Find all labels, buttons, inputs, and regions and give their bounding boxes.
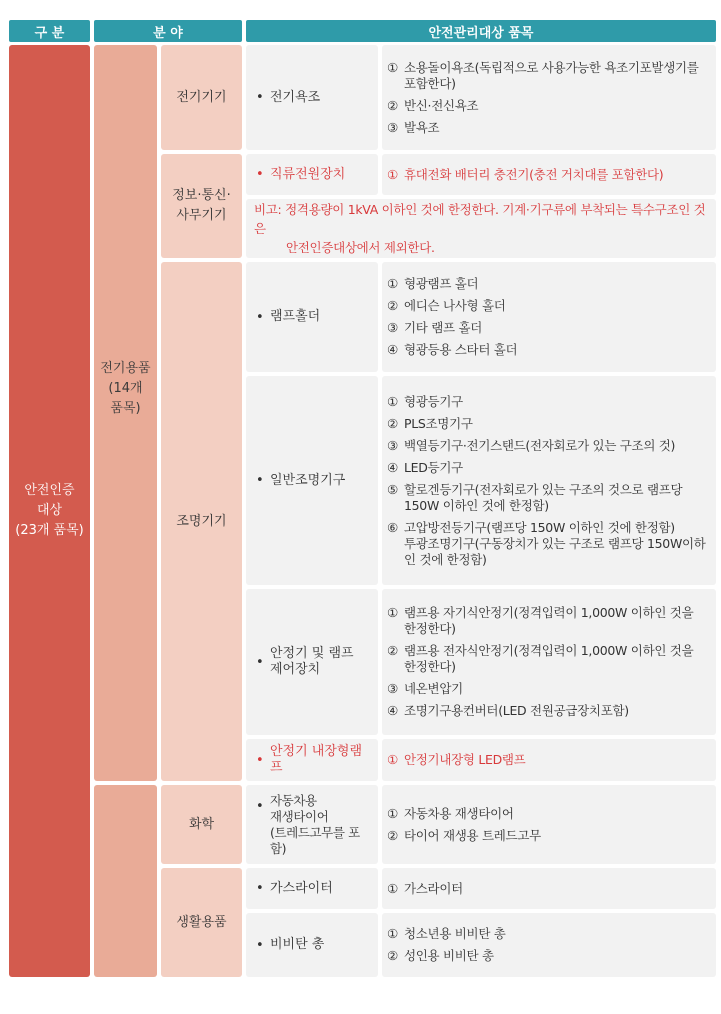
item-number: ③ [387, 681, 398, 696]
item-text: 램프용 전자식안정기(정격입력이 1,000W 이하인 것을 한정한다) [404, 643, 694, 674]
item-text: LED등기구 [404, 459, 463, 475]
item-text: 청소년용 비비탄 총 [404, 926, 506, 941]
product-ballast-lamp-label: 안정기 내장형램프 [270, 744, 363, 775]
item-number: ③ [387, 320, 398, 335]
list-item [387, 681, 708, 697]
item-text: 성인용 비비탄 총 [404, 948, 494, 963]
note-row [246, 199, 716, 258]
item-text: 가스라이터 [404, 880, 463, 896]
product-tire [246, 785, 378, 864]
list-item [387, 948, 708, 964]
items-lamp-holder [382, 262, 716, 372]
item-text: 백열등기구·전기스탠드(전자회로가 있는 구조의 것) [404, 437, 676, 453]
list-item [387, 643, 708, 675]
group-electric-label: 전기용품 (14개 품목) [100, 361, 151, 416]
item-number: ⑤ [387, 481, 398, 497]
list-item [387, 806, 708, 822]
product-dc-power-label: 직류전원장치 [270, 166, 346, 182]
item-number: ③ [387, 437, 398, 453]
item-number: ① [387, 59, 398, 75]
item-text: 반신·전신욕조 [404, 97, 479, 113]
items-gas-lighter [382, 868, 716, 909]
list-item [387, 298, 708, 314]
product-ballast [246, 589, 378, 735]
header-items-label: 안전관리대상 품목 [428, 25, 534, 41]
bullet-icon: • [256, 654, 264, 670]
item-text: 조명기구용컨버터(LED 전원공급장치포함) [404, 703, 629, 718]
item-text: 소용돌이욕조(독립적으로 사용가능한 욕조기포발생기를 포함한다) [404, 59, 699, 91]
item-number: ④ [387, 459, 398, 475]
item-number: ② [387, 827, 398, 843]
item-number: ③ [387, 119, 398, 135]
product-bb-gun-label: 비비탄 총 [270, 937, 325, 952]
header-field-label: 분 야 [153, 25, 183, 41]
item-text: 네온변압기 [404, 681, 463, 696]
list-item [387, 703, 708, 719]
item-number: ④ [387, 703, 398, 718]
item-number: ① [387, 605, 398, 620]
list-item [387, 828, 708, 844]
subcat-info-comm [161, 154, 242, 258]
items-ballast [382, 589, 716, 735]
subcat-lighting-label: 조명기기 [176, 513, 227, 529]
list-item [387, 416, 708, 432]
subcat-electric-device [161, 45, 242, 150]
items-ballast-lamp [382, 739, 716, 781]
items-dc-power [382, 154, 716, 195]
list-item [387, 482, 708, 514]
item-number: ① [387, 393, 398, 409]
list-item [387, 342, 708, 358]
item-text: 할로겐등기구(전자회로가 있는 구조의 것으로 램프당 150W 이하인 것에 한정함) [404, 481, 683, 513]
list-item [387, 320, 708, 336]
list-item [387, 926, 708, 942]
item-text: 형광등용 스타터 홀더 [404, 342, 518, 357]
item-text: 에디슨 나사형 홀더 [404, 298, 506, 313]
subcat-electric-device-label: 전기기기 [176, 89, 227, 105]
bullet-icon: • [256, 309, 264, 325]
item-text: 발욕조 [404, 119, 440, 135]
list-item [387, 520, 708, 568]
item-number: ① [387, 752, 398, 767]
product-ballast-label: 안정기 및 램프 제어장치 [270, 646, 354, 677]
item-text: 램프용 자기식안정기(정격입력이 1,000W 이하인 것을 한정한다) [404, 605, 694, 636]
item-number: ① [387, 276, 398, 291]
group-other [94, 785, 157, 977]
item-text: 고압방전등기구(램프당 150W 이하인 것에 한정함) 투광조명기구(구동장치가 있는 구조로 램프당 150W이하인 것에 한정함) [404, 519, 706, 567]
list-item [387, 438, 708, 454]
bullet-icon: • [256, 752, 264, 768]
product-ballast-lamp [246, 739, 378, 781]
items-bb-gun [382, 913, 716, 977]
note-line-1: 정격용량이 1kVA 이하인 것에 한정한다. 기계·기구류에 부착되는 특수구조인 것은 [254, 202, 706, 236]
item-number: ① [387, 805, 398, 821]
subcat-living-label: 생활용품 [176, 914, 227, 930]
subcat-lighting [161, 262, 242, 781]
item-number: ② [387, 97, 398, 113]
item-text: 형광램프 홀더 [404, 276, 479, 291]
list-item [387, 276, 708, 292]
product-dc-power [246, 154, 378, 195]
bullet-icon: • [256, 881, 264, 896]
category-cell [9, 45, 90, 977]
list-item [387, 881, 708, 897]
items-bath [382, 45, 716, 150]
product-general-lighting-label: 일반조명기구 [270, 472, 346, 488]
list-item [387, 394, 708, 410]
bullet-icon: • [256, 937, 264, 953]
item-text: 안정기내장형 LED램프 [404, 752, 526, 767]
items-general-lighting [382, 376, 716, 585]
header-field [94, 20, 242, 42]
items-tire [382, 785, 716, 864]
item-text: 형광등기구 [404, 393, 463, 409]
header-items [246, 20, 716, 42]
item-number: ⑥ [387, 519, 398, 535]
item-text: 기타 램프 홀더 [404, 320, 482, 335]
header-gubun [9, 20, 90, 42]
category-label: 안전인증 대상 (23개 품목) [15, 483, 84, 538]
item-number: ② [387, 643, 398, 658]
item-number: ① [387, 926, 398, 941]
bullet-icon: • [256, 167, 264, 182]
subcat-living [161, 868, 242, 977]
product-bath [246, 45, 378, 150]
list-item [387, 60, 708, 92]
product-lamp-holder [246, 262, 378, 372]
item-number: ① [387, 166, 398, 182]
product-bath-label: 전기욕조 [270, 89, 321, 105]
product-tire-label: 자동차용 재생타이어 (트레드고무를 포함) [270, 792, 360, 856]
product-bb-gun [246, 913, 378, 977]
bullet-icon: • [256, 90, 264, 105]
item-number: ① [387, 880, 398, 896]
product-gas-lighter [246, 868, 378, 909]
list-item [387, 460, 708, 476]
list-item [387, 120, 708, 136]
subcat-chemical [161, 785, 242, 864]
bullet-icon: • [256, 799, 264, 814]
header-gubun-label: 구 분 [34, 25, 65, 41]
group-electric [94, 45, 157, 781]
item-text: 휴대전화 배터리 충전기(충전 거치대를 포함한다) [404, 166, 664, 182]
product-gas-lighter-label: 가스라이터 [270, 880, 333, 896]
bullet-icon: • [256, 473, 264, 488]
product-general-lighting [246, 376, 378, 585]
item-number: ② [387, 298, 398, 313]
item-number: ② [387, 948, 398, 963]
item-number: ④ [387, 342, 398, 357]
item-text: 자동차용 재생타이어 [404, 805, 514, 821]
note-line-2: 안전인증대상에서 제외한다. [286, 240, 435, 255]
list-item [387, 752, 708, 768]
item-text: 타이어 재생용 트레드고무 [404, 827, 541, 843]
subcat-info-comm-label: 정보·통신· 사무기기 [172, 188, 231, 223]
list-item [387, 98, 708, 114]
list-item [387, 605, 708, 637]
product-lamp-holder-label: 램프홀더 [270, 309, 321, 324]
note-label: 비고: [254, 202, 282, 217]
subcat-chemical-label: 화학 [188, 816, 215, 832]
item-text: PLS조명기구 [404, 415, 473, 431]
item-number: ② [387, 415, 398, 431]
list-item [387, 167, 708, 183]
